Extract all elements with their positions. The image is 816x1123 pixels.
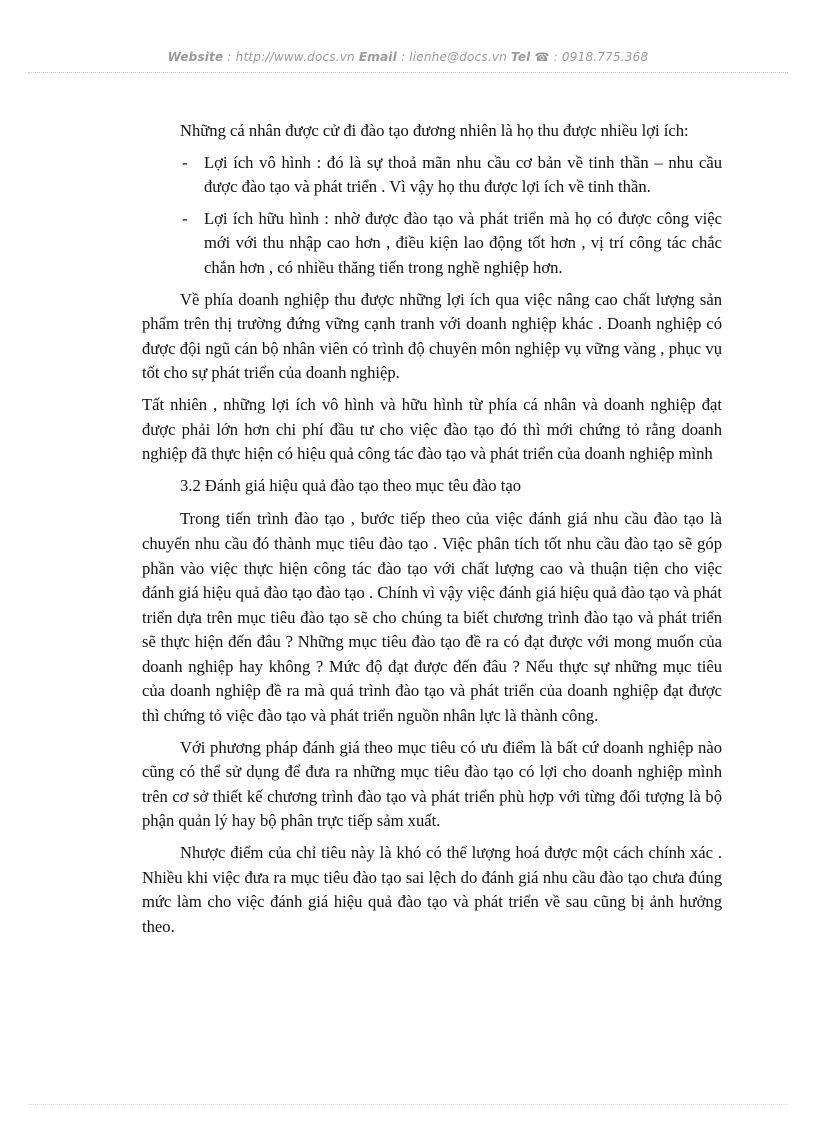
header-divider: [28, 72, 788, 73]
page-header: [0, 50, 816, 64]
paragraph-training-objectives: Trong tiến trình đào tạo , bước tiếp theo của việc đánh giá nhu cầu đào tạo là chuyển nhu cầu đó thành mục tiêu đào tạo . Việc phân tích tốt nhu cầu đào tạo sẽ góp phần vào việc thực hiện công tác đào tạo với chất lượng cao và thuận tiện cho việc đánh giá hiệu quả đào tạo đào tạo . Chính vì vậy việc đánh giá hiệu quả đào tạo và phát triển dựa trên mục tiêu đào tạo sẽ cho chúng ta biết chương trình đào tạo và phát triển sẽ thực hiện đến đâu ? Những mục tiêu đào tạo đề ra có đạt được với mong muốn của doanh nghiệp hay không ? Mức độ đạt được đến đâu ? Nếu thực sự những mục tiêu của doanh nghiệp đề ra mà quá trình đào tạo và phát triển của doanh nghiệp đạt được thì chứng tỏ việc đào tạo và phát triển nguồn nhân lực là thành công.: [142, 509, 722, 726]
bullet-dash: -: [182, 152, 188, 172]
footer-divider: [28, 1104, 788, 1105]
benefits-list: [142, 151, 722, 281]
paragraph-advantages: Với phương pháp đánh giá theo mục tiêu có ưu điểm là bất cứ doanh nghiệp nào cũng có thể sử dụng để đưa ra những mục tiêu đào tạo có lợi cho doanh nghiệp mình trên cơ sở thiết kế chương trình đào tạo và phát triển phù hợp với từng đối tượng là bộ phận quản lý hay bộ phân trực tiếp sảm xuất.: [142, 737, 722, 831]
tel-value: ☎ : 0918.775.368: [534, 50, 649, 64]
paragraph-disadvantages: Nhược điểm của chỉ tiêu này là khó có thể lượng hoá được một cách chính xác . Nhiều khi việc đưa ra mục tiêu đào tạo sai lệch do đánh giá nhu cầu đào tạo chưa đúng mức làm cho việc đánh giá hiệu quả đào tạo và phát triển về sau cũng bị ảnh hưởng theo.: [142, 843, 722, 936]
email-value: : lienhe@docs.vn: [400, 50, 507, 64]
section-heading: 3.2 Đánh giá hiệu quả đào tạo theo mục têu đào tạo: [180, 475, 521, 495]
document-body: [142, 119, 722, 946]
paragraph-enterprise-benefits: Về phía doanh nghiệp thu được những lợi ích qua việc nâng cao chất lượng sản phẩm trên thị trường đứng vững cạnh tranh với doanh nghiệp khác . Doanh nghiệp có được đội ngũ cán bộ nhân viên có trình độ chuyên môn nghiệp vụ vững vàng , phục vụ tốt cho sự phát triển của doanh nghiệp.: [142, 289, 722, 383]
paragraph-individual-benefits: Những cá nhân được cử đi đào tạo đương nhiên là họ thu được nhiều lợi ích:: [180, 121, 689, 140]
list-item: [142, 207, 722, 281]
list-item-text: Lợi ích vô hình : đó là sự thoả mãn nhu cầu cơ bản về tinh thần – nhu cầu được đào tạo và phát triển . Vì vậy họ thu được lợi ích về tinh thần.: [204, 152, 722, 197]
website-label: Website: [167, 50, 224, 64]
list-item: [142, 151, 722, 200]
bullet-dash: -: [182, 208, 188, 228]
list-item-text: Lợi ích hữu hình : nhờ được đào tạo và phát triển mà họ có được công việc mới với thu nhập cao hơn , điều kiện lao động tốt hơn , vị trí công tác chắc chắn hơn , có nhiều thăng tiến trong nghề nghiệp hơn.: [204, 208, 722, 277]
website-value: : http://www.docs.vn: [227, 50, 355, 64]
paragraph-cost-comparison: Tất nhiên , những lợi ích vô hình và hữu hình từ phía cá nhân và doanh nghiệp đạt được phải lớn hơn chi phí đầu tư cho việc đào tạo đó thì mới chứng tỏ rằng doanh nghiệp đã thực hiện có hiệu quả công tác đào tạo và phát triển của doanh nghiệp mình: [142, 394, 722, 464]
tel-label: Tel: [511, 50, 531, 64]
email-label: Email: [358, 50, 397, 64]
